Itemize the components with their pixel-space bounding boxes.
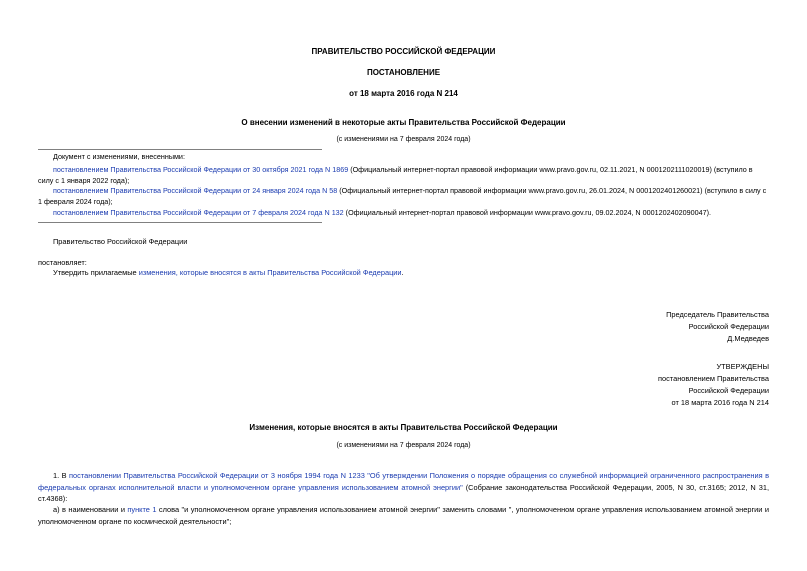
change-item-3-link[interactable]: постановлением Правительства Российской Федерации от 7 февраля 2024 года N 132 [53, 208, 344, 217]
annex-p1-prefix: 1. В [53, 471, 70, 480]
change-item-1-line2: силу с 1 января 2022 года); [38, 176, 130, 185]
change-item-1-link[interactable]: постановлением Правительства Российской Федерации от 30 октября 2021 года N 1869 [53, 165, 349, 174]
approved-heading: УТВЕРЖДЕНЫ [716, 362, 769, 371]
change-item-2-text: (Официальный интернет-портал правовой информации www.pravo.gov.ru, 26.01.2024, N 0001202401260021) (вступило в силу с [337, 186, 767, 195]
approve-prefix: Утвердить прилагаемые [53, 268, 139, 277]
approved-date: от 18 марта 2016 года N 214 [671, 398, 769, 407]
annex-pa-prefix: а) в наименовании и [53, 505, 128, 514]
annex-edition-note: (с изменениями на 7 февраля 2024 года) [336, 442, 471, 449]
annex-title: Изменения, которые вносятся в акты Правительства Российской Федерации [249, 423, 558, 432]
change-item-3-text: (Официальный интернет-портал правовой информации www.pravo.gov.ru, 09.02.2024, N 0001202402090047). [343, 208, 711, 217]
government-line: Правительство Российской Федерации [53, 237, 188, 246]
approve-link[interactable]: изменения, которые вносятся в акты Правительства Российской Федерации [138, 268, 402, 277]
changes-top-rule [38, 149, 322, 150]
changes-intro: Документ с изменениями, внесенными: [53, 152, 185, 161]
annex-p1-link[interactable]: постановлении Правительства Российской Федерации от 3 ноября 1994 года N 1233 "Об утверждении Положения о порядке обращения со служебной информацией ограниченного распространения в федеральных органах исполнительной власти и уполномоченном органе управления использованием атомной энергии" [38, 471, 769, 492]
approve-suffix: . [401, 268, 404, 277]
approved-org: Российской Федерации [688, 386, 769, 395]
change-item-1-text: (Официальный интернет-портал правовой информации www.pravo.gov.ru, 02.11.2021, N 0001202111020019) (вступило в [348, 165, 753, 174]
change-item-2-line2: 1 февраля 2024 года); [38, 197, 113, 206]
annex-paragraph-1 [38, 470, 769, 505]
signature-title: Председатель Правительства [666, 310, 769, 319]
approved-by: постановлением Правительства [658, 374, 769, 383]
change-item-3-line1 [53, 208, 711, 218]
government-heading: ПРАВИТЕЛЬСТВО РОССИЙСКОЙ ФЕДЕРАЦИИ [311, 47, 496, 56]
change-item-1-line1 [53, 165, 753, 175]
changes-bottom-rule [38, 222, 322, 223]
signature-org: Российской Федерации [688, 322, 769, 331]
annex-paragraph-a [38, 504, 769, 527]
signature-name: Д.Медведев [727, 334, 769, 343]
signature-block [666, 309, 769, 345]
doc-type-heading: ПОСТАНОВЛЕНИЕ [366, 68, 441, 77]
resolves-line: постановляет: [38, 258, 87, 267]
edition-note: (с изменениями на 7 февраля 2024 года) [336, 136, 471, 143]
annex-pa-link[interactable]: пункте 1 [127, 505, 157, 514]
annex-pa-suffix: слова "и уполномоченном органе управления использованием атомной энергии" заменить словами ", уполномоченном органе управления использованием атомной энергии и уполномоченном органе по космической деятельности"; [38, 505, 769, 526]
approve-line [53, 268, 404, 278]
approved-block [658, 361, 769, 409]
annex-p1-suffix: (Собрание законодательства Российской Федерации, 2005, N 30, ст.3165; 2012, N 31, ст.4368): [38, 482, 769, 503]
document-title: О внесении изменений в некоторые акты Правительства Российской Федерации [241, 118, 566, 127]
doc-date-number: от 18 марта 2016 года N 214 [349, 89, 458, 98]
change-item-2-line1 [53, 186, 766, 196]
change-item-2-link[interactable]: постановлением Правительства Российской Федерации от 24 января 2024 года N 58 [53, 186, 338, 195]
